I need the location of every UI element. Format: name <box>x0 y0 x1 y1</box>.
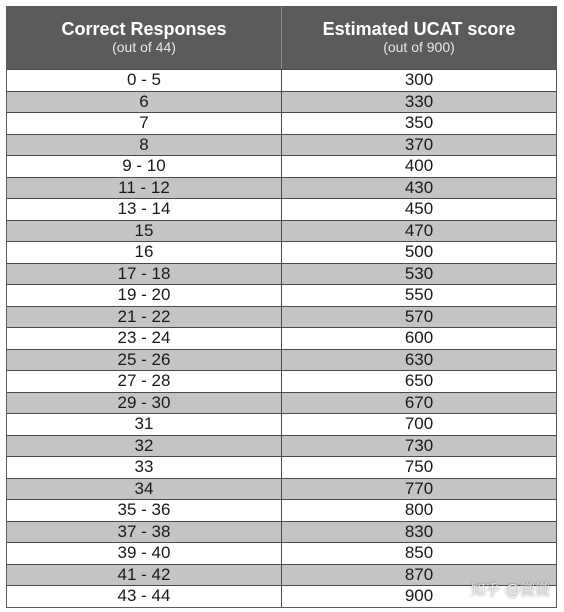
cell-correct-responses: 27 - 28 <box>117 371 171 391</box>
cell-estimated-score: 830 <box>281 522 556 543</box>
cell-estimated-score: 870 <box>281 565 556 586</box>
table-row <box>7 134 556 156</box>
table-row <box>7 413 556 435</box>
cell-correct-responses: 39 - 40 <box>117 543 171 563</box>
cell-estimated-score: 730 <box>281 436 556 457</box>
cell-estimated-score: 570 <box>281 307 556 328</box>
cell-estimated-score: 750 <box>281 457 556 478</box>
cell-correct-responses: 9 - 10 <box>122 156 166 176</box>
cell-correct-responses: 43 - 44 <box>117 586 171 606</box>
cell-estimated-score: 600 <box>281 328 556 349</box>
table-row <box>7 198 556 220</box>
table-row <box>7 306 556 328</box>
header-col1-subtitle: (out of 44) <box>112 39 176 56</box>
header-correct-responses <box>7 7 281 69</box>
cell-estimated-score: 800 <box>281 500 556 521</box>
cell-correct-responses: 7 <box>139 113 149 133</box>
cell-correct-responses: 23 - 24 <box>117 328 171 348</box>
table-row <box>7 241 556 263</box>
cell-estimated-score: 350 <box>281 113 556 134</box>
watermark: 知乎 @微微 <box>470 581 550 599</box>
cell-correct-responses: 29 - 30 <box>117 392 171 412</box>
header-col2-subtitle: (out of 900) <box>383 39 455 56</box>
cell-correct-responses: 16 <box>134 242 154 262</box>
cell-estimated-score: 770 <box>281 479 556 500</box>
cell-estimated-score: 530 <box>281 264 556 285</box>
cell-correct-responses: 33 <box>134 457 154 477</box>
cell-estimated-score: 450 <box>281 199 556 220</box>
table-row <box>7 349 556 371</box>
cell-estimated-score: 330 <box>281 92 556 113</box>
cell-correct-responses: 21 - 22 <box>117 306 171 326</box>
table-row <box>7 155 556 177</box>
table-row <box>7 69 556 91</box>
cell-correct-responses: 41 - 42 <box>117 564 171 584</box>
table-row <box>7 542 556 564</box>
table-header <box>7 7 556 69</box>
table-row <box>7 263 556 285</box>
cell-estimated-score: 550 <box>281 285 556 306</box>
table-row <box>7 392 556 414</box>
cell-correct-responses: 15 <box>134 220 154 240</box>
cell-estimated-score: 430 <box>281 178 556 199</box>
cell-correct-responses: 32 <box>134 435 154 455</box>
cell-correct-responses: 19 - 20 <box>117 285 171 305</box>
cell-correct-responses: 35 - 36 <box>117 500 171 520</box>
table-row <box>7 499 556 521</box>
table-row <box>7 177 556 199</box>
cell-correct-responses: 8 <box>139 134 149 154</box>
cell-estimated-score: 300 <box>281 70 556 91</box>
table-row <box>7 521 556 543</box>
cell-estimated-score: 470 <box>281 221 556 242</box>
table-row <box>7 284 556 306</box>
table-row <box>7 91 556 113</box>
cell-estimated-score: 670 <box>281 393 556 414</box>
table-body <box>7 69 556 607</box>
table-row <box>7 370 556 392</box>
cell-correct-responses: 25 - 26 <box>117 349 171 369</box>
cell-estimated-score: 400 <box>281 156 556 177</box>
header-col1-title: Correct Responses <box>61 19 227 40</box>
table-row <box>7 435 556 457</box>
cell-correct-responses: 0 - 5 <box>126 70 162 90</box>
cell-estimated-score: 370 <box>281 135 556 156</box>
cell-correct-responses: 37 - 38 <box>117 521 171 541</box>
cell-correct-responses: 6 <box>139 91 149 111</box>
cell-correct-responses: 31 <box>134 414 154 434</box>
cell-estimated-score: 650 <box>281 371 556 392</box>
cell-estimated-score: 500 <box>281 242 556 263</box>
cell-estimated-score: 900 <box>281 586 556 607</box>
header-col2-title: Estimated UCAT score <box>322 19 516 40</box>
cell-correct-responses: 13 - 14 <box>117 199 171 219</box>
cell-estimated-score: 850 <box>281 543 556 564</box>
cell-correct-responses: 34 <box>134 478 154 498</box>
table-row <box>7 456 556 478</box>
table-row <box>7 112 556 134</box>
table-row <box>7 327 556 349</box>
header-estimated-score <box>281 7 556 69</box>
score-table <box>6 6 557 608</box>
cell-correct-responses: 17 - 18 <box>117 263 171 283</box>
cell-estimated-score: 700 <box>281 414 556 435</box>
table-row <box>7 478 556 500</box>
cell-estimated-score: 630 <box>281 350 556 371</box>
table-row <box>7 220 556 242</box>
cell-correct-responses: 11 - 12 <box>118 177 170 197</box>
